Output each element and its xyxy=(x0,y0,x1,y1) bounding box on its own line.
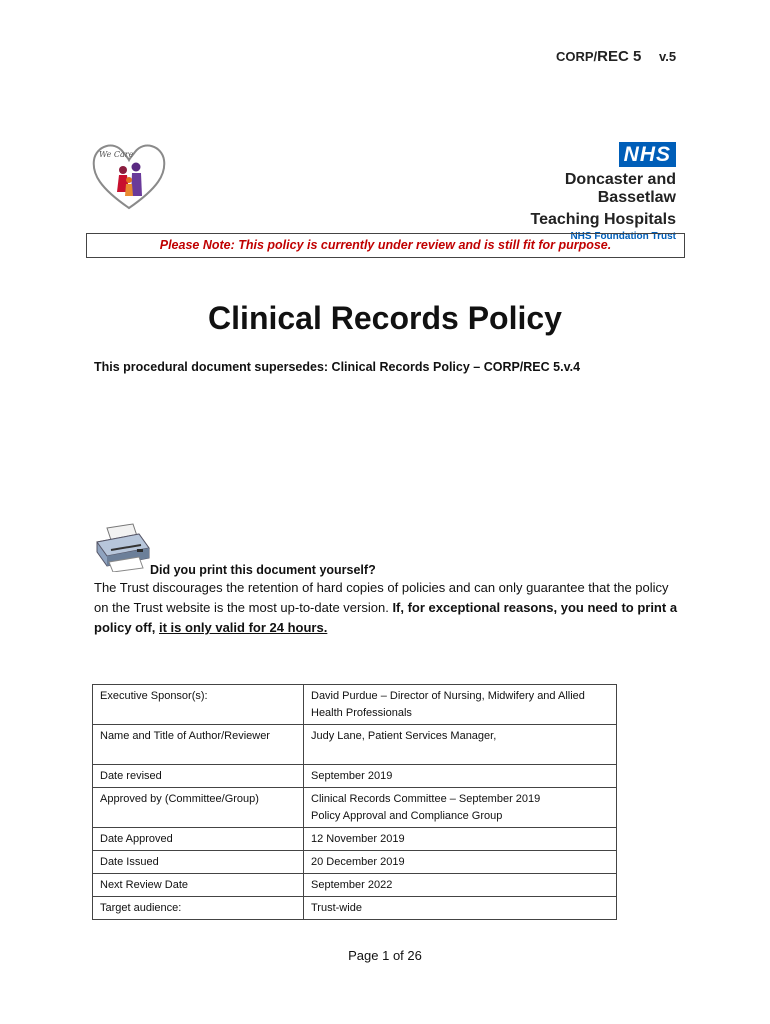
review-note: Please Note: This policy is currently under review and is still fit for purpose. xyxy=(86,233,685,258)
document-reference xyxy=(556,48,676,65)
table-value: Judy Lane, Patient Services Manager, xyxy=(304,725,617,765)
table-value: 20 December 2019 xyxy=(304,851,617,874)
table-row xyxy=(93,685,617,725)
table-label: Next Review Date xyxy=(93,874,304,897)
policy-info-table xyxy=(92,684,617,920)
org-name-line3: NHS Foundation Trust xyxy=(570,231,676,242)
org-name-line1: Doncaster and Bassetlaw xyxy=(564,171,676,206)
version-label: v.5 xyxy=(658,49,677,64)
page-number: Page 1 of 26 xyxy=(348,948,422,963)
table-row xyxy=(93,828,617,851)
ref-prefix: CORP/ xyxy=(556,49,598,64)
wecare-text: We Care xyxy=(99,150,134,159)
table-row xyxy=(93,851,617,874)
print-notice-body xyxy=(94,578,684,638)
table-value xyxy=(304,788,617,828)
table-label: Approved by (Committee/Group) xyxy=(93,788,304,828)
table-label: Target audience: xyxy=(93,897,304,920)
table-value: David Purdue – Director of Nursing, Midwifery and Allied Health Professionals xyxy=(304,685,617,725)
print-notice-text: The Trust discourages the retention of hard copies of policies and can only guarantee that the policy on the Trust website is the most up-to-date version. xyxy=(94,580,669,615)
nhs-trust-logo xyxy=(486,142,676,242)
ref-code: REC 5 xyxy=(597,48,642,65)
table-row xyxy=(93,788,617,828)
table-value: September 2019 xyxy=(304,765,617,788)
supersedes-statement: This procedural document supersedes: Clinical Records Policy – CORP/REC 5.v.4 xyxy=(94,360,581,374)
nhs-badge: NHS xyxy=(619,142,676,167)
table-label: Date revised xyxy=(93,765,304,788)
table-row xyxy=(93,874,617,897)
table-value-line2: Policy Approval and Compliance Group xyxy=(311,810,503,822)
table-label: Date Approved xyxy=(93,828,304,851)
table-value-line1: Clinical Records Committee – September 2019 xyxy=(311,793,541,805)
print-notice-validity: it is only valid for 24 hours. xyxy=(159,620,328,635)
print-notice-bold: If, for exceptional reasons, you need to print a policy off, xyxy=(94,600,678,635)
table-row xyxy=(93,765,617,788)
table-row xyxy=(93,725,617,765)
table-label: Date Issued xyxy=(93,851,304,874)
heart-family-icon xyxy=(90,140,168,212)
page-title: Clinical Records Policy xyxy=(208,300,562,336)
org-name-line2: Teaching Hospitals xyxy=(530,211,676,228)
table-row xyxy=(93,897,617,920)
table-label: Name and Title of Author/Reviewer xyxy=(93,725,304,765)
table-value: Trust-wide xyxy=(304,897,617,920)
print-notice-heading: Did you print this document yourself? xyxy=(150,563,376,577)
table-value: September 2022 xyxy=(304,874,617,897)
table-label: Executive Sponsor(s): xyxy=(93,685,304,725)
table-value: 12 November 2019 xyxy=(304,828,617,851)
printer-icon xyxy=(93,522,153,572)
we-care-logo xyxy=(90,140,168,212)
